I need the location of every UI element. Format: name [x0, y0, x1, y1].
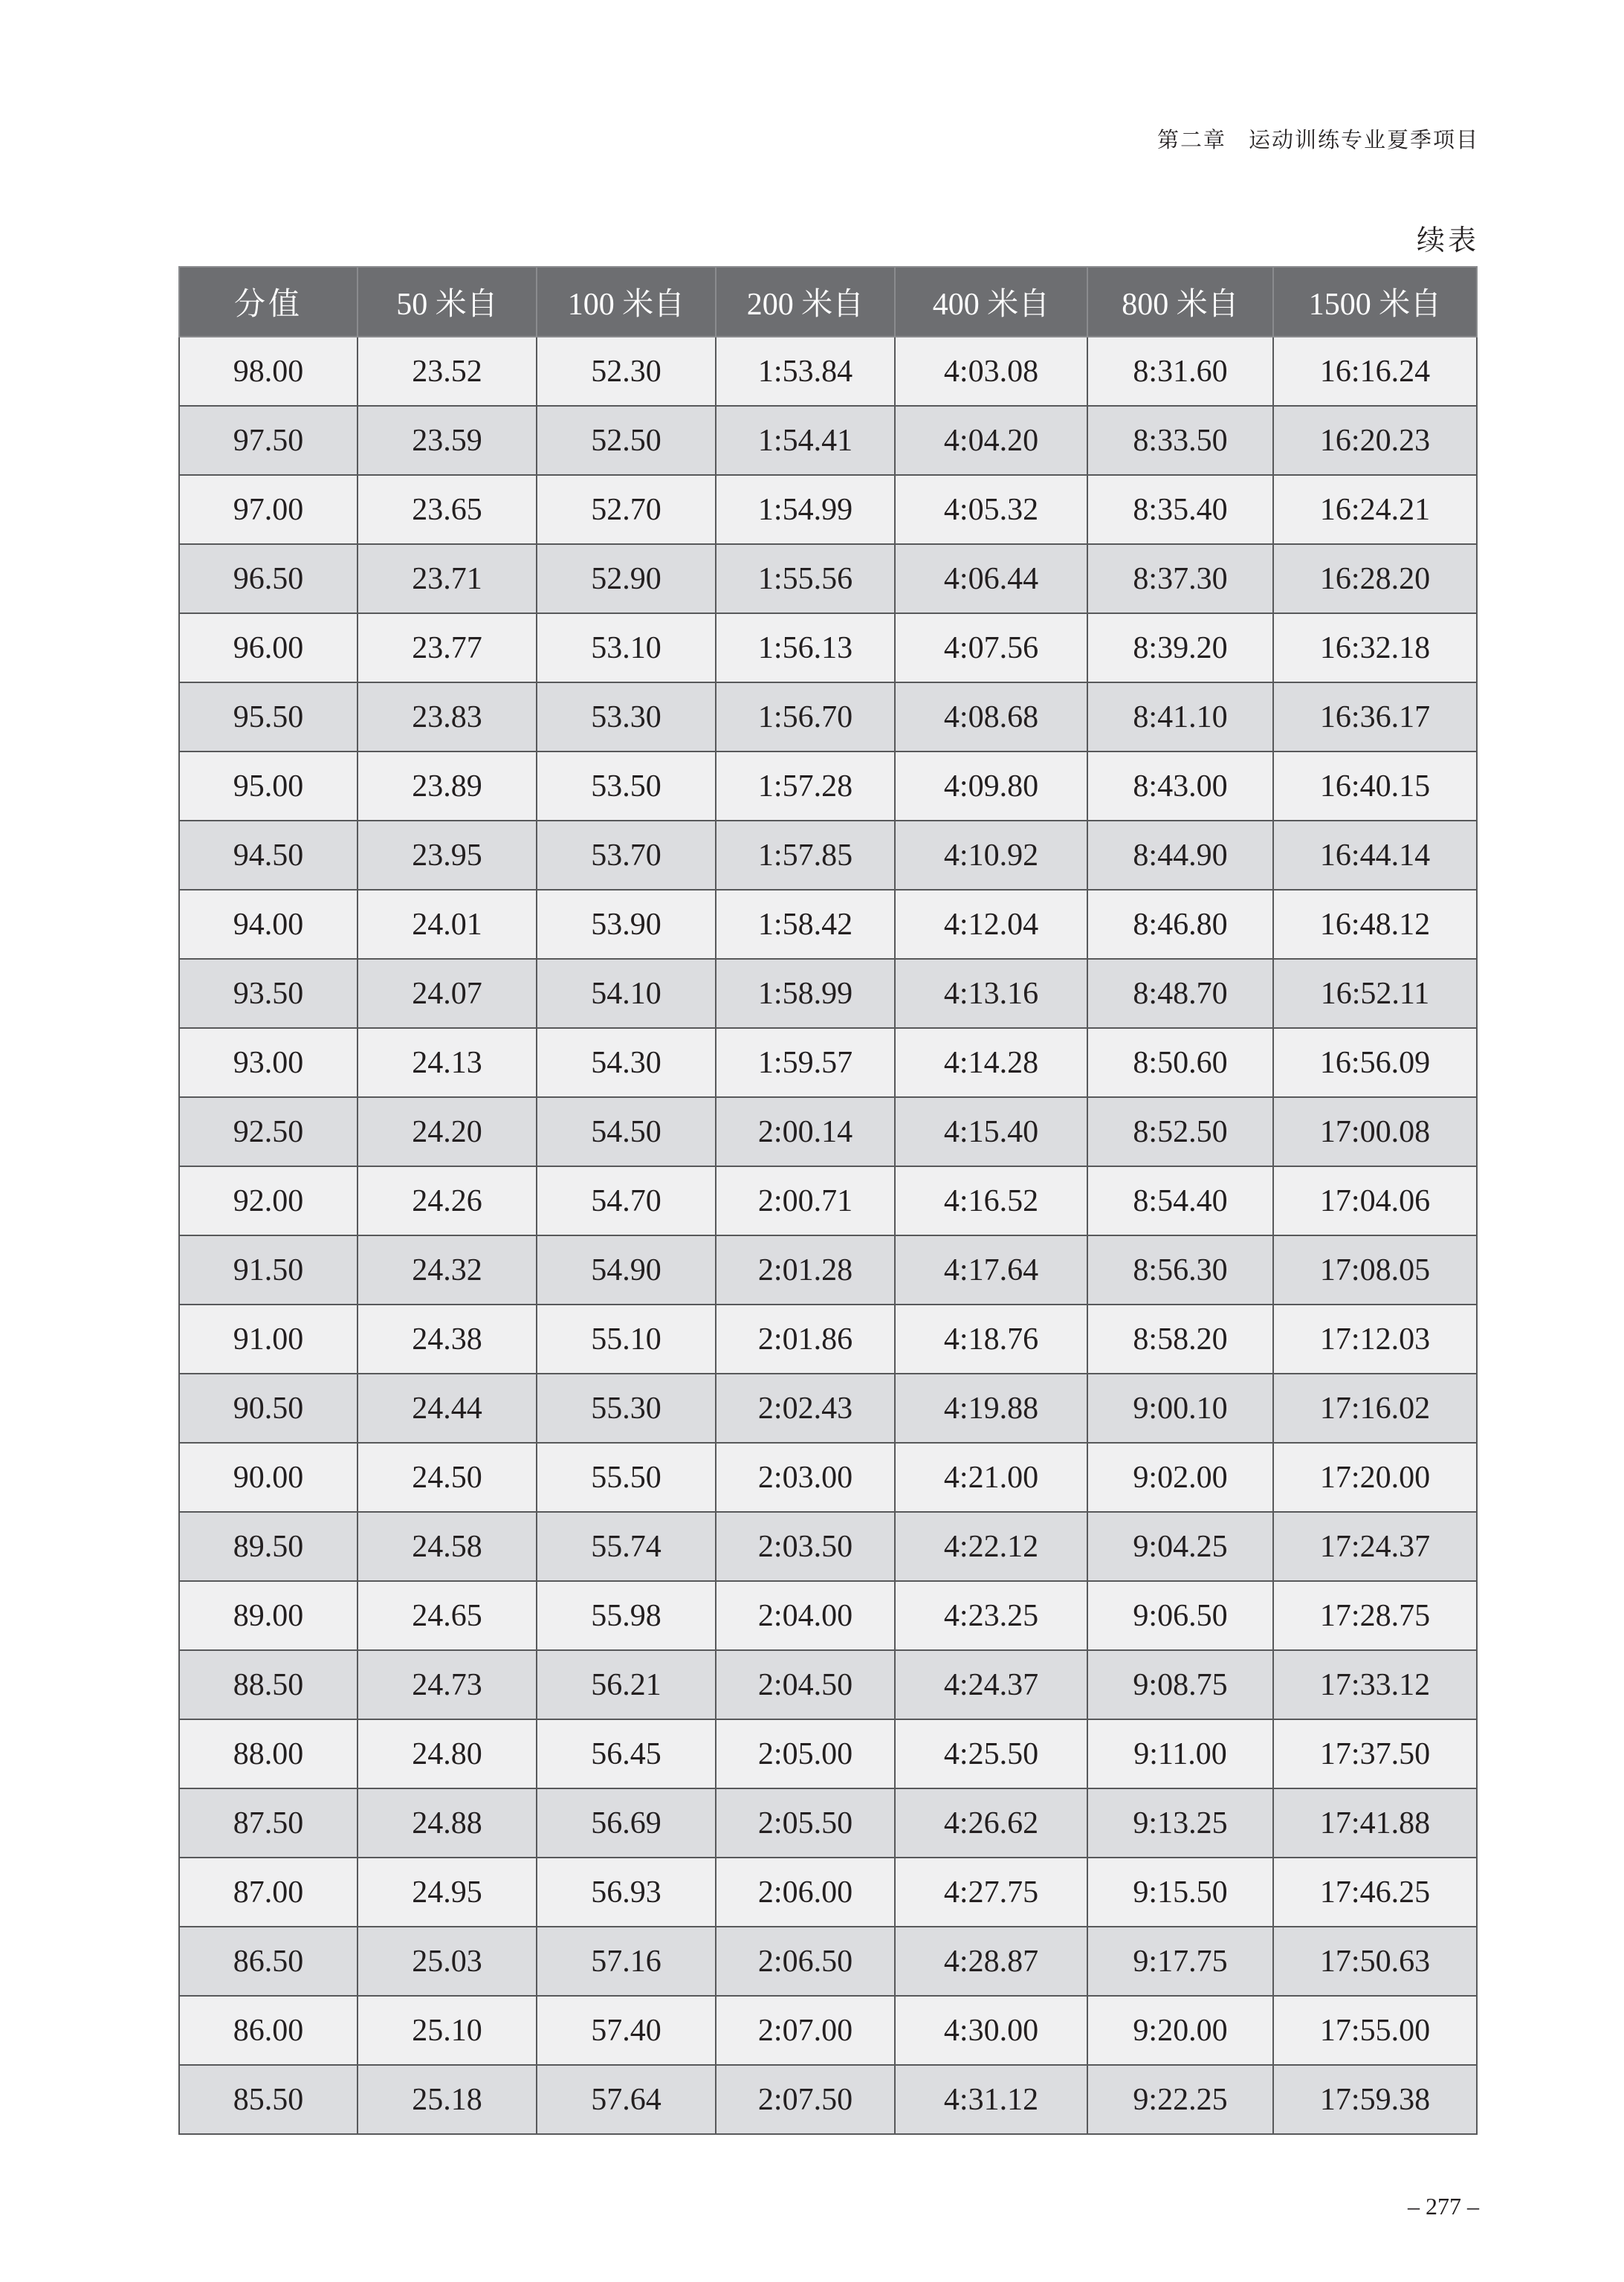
- chapter-title: 运动训练专业夏季项目: [1248, 129, 1479, 152]
- time-50m-cell: 23.77: [358, 613, 537, 682]
- time-200m-cell: 1:58.99: [716, 959, 895, 1028]
- time-1500m-cell: 17:16.02: [1273, 1374, 1477, 1443]
- time-800m-cell: 8:43.00: [1087, 751, 1273, 821]
- time-100m-cell: 52.90: [537, 544, 716, 613]
- time-100m-cell: 52.50: [537, 406, 716, 475]
- time-400m-cell: 4:17.64: [895, 1235, 1087, 1305]
- time-400m-cell: 4:15.40: [895, 1097, 1087, 1166]
- column-header-200m-freestyle: 200 米自: [716, 267, 895, 337]
- time-100m-cell: 54.10: [537, 959, 716, 1028]
- time-50m-cell: 24.26: [358, 1166, 537, 1235]
- time-200m-cell: 1:54.41: [716, 406, 895, 475]
- time-1500m-cell: 16:56.09: [1273, 1028, 1477, 1097]
- time-50m-cell: 25.10: [358, 1996, 537, 2065]
- time-800m-cell: 9:04.25: [1087, 1512, 1273, 1581]
- time-400m-cell: 4:10.92: [895, 821, 1087, 890]
- time-1500m-cell: 17:00.08: [1273, 1097, 1477, 1166]
- time-1500m-cell: 17:28.75: [1273, 1581, 1477, 1650]
- table-row: [179, 1927, 1477, 1996]
- time-200m-cell: 2:04.00: [716, 1581, 895, 1650]
- score-cell: 94.50: [179, 821, 358, 890]
- time-50m-cell: 24.80: [358, 1719, 537, 1788]
- table-row: [179, 1581, 1477, 1650]
- time-800m-cell: 8:54.40: [1087, 1166, 1273, 1235]
- time-1500m-cell: 16:48.12: [1273, 890, 1477, 959]
- table-row: [179, 2065, 1477, 2134]
- time-1500m-cell: 17:50.63: [1273, 1927, 1477, 1996]
- time-400m-cell: 4:23.25: [895, 1581, 1087, 1650]
- table-row: [179, 821, 1477, 890]
- score-cell: 90.50: [179, 1374, 358, 1443]
- time-1500m-cell: 17:46.25: [1273, 1858, 1477, 1927]
- time-400m-cell: 4:30.00: [895, 1996, 1087, 2065]
- time-1500m-cell: 16:24.21: [1273, 475, 1477, 544]
- table-row: [179, 1996, 1477, 2065]
- time-1500m-cell: 16:52.11: [1273, 959, 1477, 1028]
- score-cell: 86.50: [179, 1927, 358, 1996]
- time-800m-cell: 9:13.25: [1087, 1788, 1273, 1858]
- time-50m-cell: 25.03: [358, 1927, 537, 1996]
- table-row: [179, 1235, 1477, 1305]
- time-100m-cell: 53.90: [537, 890, 716, 959]
- time-50m-cell: 23.52: [358, 337, 537, 406]
- time-1500m-cell: 17:41.88: [1273, 1788, 1477, 1858]
- time-800m-cell: 9:17.75: [1087, 1927, 1273, 1996]
- time-100m-cell: 54.90: [537, 1235, 716, 1305]
- score-cell: 88.00: [179, 1719, 358, 1788]
- time-1500m-cell: 17:08.05: [1273, 1235, 1477, 1305]
- time-100m-cell: 55.10: [537, 1305, 716, 1374]
- continued-table-label: 续表: [1416, 225, 1479, 256]
- time-100m-cell: 56.21: [537, 1650, 716, 1719]
- time-400m-cell: 4:03.08: [895, 337, 1087, 406]
- time-400m-cell: 4:13.16: [895, 959, 1087, 1028]
- time-200m-cell: 2:07.00: [716, 1996, 895, 2065]
- time-200m-cell: 2:05.00: [716, 1719, 895, 1788]
- time-50m-cell: 23.65: [358, 475, 537, 544]
- time-400m-cell: 4:14.28: [895, 1028, 1087, 1097]
- time-200m-cell: 1:56.70: [716, 682, 895, 751]
- time-800m-cell: 8:58.20: [1087, 1305, 1273, 1374]
- time-200m-cell: 2:06.50: [716, 1927, 895, 1996]
- column-header-1500m-freestyle: 1500 米自: [1273, 267, 1477, 337]
- table-row: [179, 1512, 1477, 1581]
- time-800m-cell: 9:11.00: [1087, 1719, 1273, 1788]
- time-800m-cell: 8:37.30: [1087, 544, 1273, 613]
- time-800m-cell: 9:08.75: [1087, 1650, 1273, 1719]
- time-100m-cell: 56.93: [537, 1858, 716, 1927]
- time-1500m-cell: 16:20.23: [1273, 406, 1477, 475]
- time-400m-cell: 4:19.88: [895, 1374, 1087, 1443]
- swimming-score-table: [178, 266, 1478, 2135]
- score-cell: 90.00: [179, 1443, 358, 1512]
- time-400m-cell: 4:27.75: [895, 1858, 1087, 1927]
- time-1500m-cell: 16:36.17: [1273, 682, 1477, 751]
- time-400m-cell: 4:07.56: [895, 613, 1087, 682]
- table-row: [179, 1097, 1477, 1166]
- table-header-row: [179, 267, 1477, 337]
- time-200m-cell: 2:01.86: [716, 1305, 895, 1374]
- score-cell: 91.50: [179, 1235, 358, 1305]
- score-cell: 92.50: [179, 1097, 358, 1166]
- time-200m-cell: 2:04.50: [716, 1650, 895, 1719]
- time-800m-cell: 8:48.70: [1087, 959, 1273, 1028]
- time-100m-cell: 53.30: [537, 682, 716, 751]
- time-50m-cell: 24.32: [358, 1235, 537, 1305]
- time-200m-cell: 2:01.28: [716, 1235, 895, 1305]
- time-50m-cell: 24.65: [358, 1581, 537, 1650]
- time-200m-cell: 2:07.50: [716, 2065, 895, 2134]
- time-50m-cell: 25.18: [358, 2065, 537, 2134]
- time-400m-cell: 4:25.50: [895, 1719, 1087, 1788]
- time-400m-cell: 4:22.12: [895, 1512, 1087, 1581]
- time-400m-cell: 4:09.80: [895, 751, 1087, 821]
- score-cell: 89.00: [179, 1581, 358, 1650]
- score-cell: 86.00: [179, 1996, 358, 2065]
- score-cell: 97.50: [179, 406, 358, 475]
- time-200m-cell: 2:00.14: [716, 1097, 895, 1166]
- time-1500m-cell: 17:37.50: [1273, 1719, 1477, 1788]
- table-row: [179, 1305, 1477, 1374]
- score-cell: 95.00: [179, 751, 358, 821]
- time-50m-cell: 24.88: [358, 1788, 537, 1858]
- score-cell: 98.00: [179, 337, 358, 406]
- table-row: [179, 1719, 1477, 1788]
- time-100m-cell: 57.64: [537, 2065, 716, 2134]
- time-200m-cell: 1:59.57: [716, 1028, 895, 1097]
- column-header-400m-freestyle: 400 米自: [895, 267, 1087, 337]
- time-200m-cell: 2:00.71: [716, 1166, 895, 1235]
- time-200m-cell: 1:54.99: [716, 475, 895, 544]
- time-800m-cell: 8:46.80: [1087, 890, 1273, 959]
- time-800m-cell: 8:44.90: [1087, 821, 1273, 890]
- column-header-50m-freestyle: 50 米自: [358, 267, 537, 337]
- score-cell: 96.50: [179, 544, 358, 613]
- time-200m-cell: 1:55.56: [716, 544, 895, 613]
- time-100m-cell: 52.70: [537, 475, 716, 544]
- table-row: [179, 337, 1477, 406]
- time-800m-cell: 9:00.10: [1087, 1374, 1273, 1443]
- table-row: [179, 1166, 1477, 1235]
- time-800m-cell: 9:06.50: [1087, 1581, 1273, 1650]
- time-50m-cell: 24.50: [358, 1443, 537, 1512]
- time-200m-cell: 2:06.00: [716, 1858, 895, 1927]
- time-50m-cell: 24.73: [358, 1650, 537, 1719]
- time-400m-cell: 4:04.20: [895, 406, 1087, 475]
- time-200m-cell: 1:57.85: [716, 821, 895, 890]
- table-row: [179, 1650, 1477, 1719]
- score-cell: 97.00: [179, 475, 358, 544]
- time-50m-cell: 24.38: [358, 1305, 537, 1374]
- time-50m-cell: 24.44: [358, 1374, 537, 1443]
- time-400m-cell: 4:08.68: [895, 682, 1087, 751]
- score-cell: 93.00: [179, 1028, 358, 1097]
- column-header-100m-freestyle: 100 米自: [537, 267, 716, 337]
- time-50m-cell: 23.59: [358, 406, 537, 475]
- time-200m-cell: 1:57.28: [716, 751, 895, 821]
- time-100m-cell: 57.16: [537, 1927, 716, 1996]
- time-400m-cell: 4:26.62: [895, 1788, 1087, 1858]
- time-800m-cell: 8:33.50: [1087, 406, 1273, 475]
- score-cell: 94.00: [179, 890, 358, 959]
- time-1500m-cell: 16:44.14: [1273, 821, 1477, 890]
- time-800m-cell: 8:31.60: [1087, 337, 1273, 406]
- time-200m-cell: 2:05.50: [716, 1788, 895, 1858]
- running-header: [1157, 123, 1479, 154]
- time-100m-cell: 55.30: [537, 1374, 716, 1443]
- time-100m-cell: 55.98: [537, 1581, 716, 1650]
- time-200m-cell: 1:56.13: [716, 613, 895, 682]
- table-row: [179, 751, 1477, 821]
- time-50m-cell: 24.20: [358, 1097, 537, 1166]
- time-400m-cell: 4:05.32: [895, 475, 1087, 544]
- table-row: [179, 1028, 1477, 1097]
- time-400m-cell: 4:28.87: [895, 1927, 1087, 1996]
- time-400m-cell: 4:31.12: [895, 2065, 1087, 2134]
- score-cell: 93.50: [179, 959, 358, 1028]
- table-row: [179, 1858, 1477, 1927]
- score-cell: 85.50: [179, 2065, 358, 2134]
- score-cell: 88.50: [179, 1650, 358, 1719]
- time-800m-cell: 8:52.50: [1087, 1097, 1273, 1166]
- time-100m-cell: 53.70: [537, 821, 716, 890]
- time-50m-cell: 24.13: [358, 1028, 537, 1097]
- time-100m-cell: 53.10: [537, 613, 716, 682]
- page-number: – 277 –: [1408, 2193, 1479, 2220]
- table-row: [179, 1788, 1477, 1858]
- time-800m-cell: 9:02.00: [1087, 1443, 1273, 1512]
- time-1500m-cell: 16:40.15: [1273, 751, 1477, 821]
- time-200m-cell: 2:02.43: [716, 1374, 895, 1443]
- time-200m-cell: 1:58.42: [716, 890, 895, 959]
- time-800m-cell: 9:15.50: [1087, 1858, 1273, 1927]
- time-1500m-cell: 17:04.06: [1273, 1166, 1477, 1235]
- time-1500m-cell: 17:24.37: [1273, 1512, 1477, 1581]
- table-row: [179, 959, 1477, 1028]
- time-50m-cell: 24.58: [358, 1512, 537, 1581]
- time-200m-cell: 2:03.00: [716, 1443, 895, 1512]
- time-400m-cell: 4:21.00: [895, 1443, 1087, 1512]
- table-row: [179, 406, 1477, 475]
- time-1500m-cell: 16:28.20: [1273, 544, 1477, 613]
- time-1500m-cell: 16:32.18: [1273, 613, 1477, 682]
- time-800m-cell: 8:35.40: [1087, 475, 1273, 544]
- score-cell: 87.50: [179, 1788, 358, 1858]
- time-50m-cell: 23.71: [358, 544, 537, 613]
- time-100m-cell: 56.45: [537, 1719, 716, 1788]
- time-1500m-cell: 17:55.00: [1273, 1996, 1477, 2065]
- time-50m-cell: 24.95: [358, 1858, 537, 1927]
- table-row: [179, 613, 1477, 682]
- chapter-number: 第二章: [1156, 129, 1226, 152]
- score-cell: 95.50: [179, 682, 358, 751]
- time-400m-cell: 4:24.37: [895, 1650, 1087, 1719]
- time-50m-cell: 23.89: [358, 751, 537, 821]
- time-400m-cell: 4:06.44: [895, 544, 1087, 613]
- column-header-800m-freestyle: 800 米自: [1087, 267, 1273, 337]
- time-100m-cell: 54.30: [537, 1028, 716, 1097]
- table-row: [179, 1443, 1477, 1512]
- table-body: [179, 337, 1477, 2134]
- time-800m-cell: 9:20.00: [1087, 1996, 1273, 2065]
- time-50m-cell: 24.07: [358, 959, 537, 1028]
- time-100m-cell: 52.30: [537, 337, 716, 406]
- score-cell: 89.50: [179, 1512, 358, 1581]
- time-100m-cell: 57.40: [537, 1996, 716, 2065]
- time-50m-cell: 23.83: [358, 682, 537, 751]
- time-100m-cell: 55.50: [537, 1443, 716, 1512]
- time-50m-cell: 23.95: [358, 821, 537, 890]
- table-row: [179, 544, 1477, 613]
- time-400m-cell: 4:16.52: [895, 1166, 1087, 1235]
- score-cell: 96.00: [179, 613, 358, 682]
- score-cell: 92.00: [179, 1166, 358, 1235]
- time-100m-cell: 53.50: [537, 751, 716, 821]
- time-1500m-cell: 16:16.24: [1273, 337, 1477, 406]
- time-100m-cell: 55.74: [537, 1512, 716, 1581]
- time-1500m-cell: 17:33.12: [1273, 1650, 1477, 1719]
- time-1500m-cell: 17:20.00: [1273, 1443, 1477, 1512]
- time-800m-cell: 8:56.30: [1087, 1235, 1273, 1305]
- score-cell: 87.00: [179, 1858, 358, 1927]
- time-800m-cell: 8:41.10: [1087, 682, 1273, 751]
- time-100m-cell: 56.69: [537, 1788, 716, 1858]
- table-row: [179, 890, 1477, 959]
- column-header-score: 分值: [179, 267, 358, 337]
- table-row: [179, 682, 1477, 751]
- time-1500m-cell: 17:59.38: [1273, 2065, 1477, 2134]
- time-100m-cell: 54.70: [537, 1166, 716, 1235]
- time-400m-cell: 4:12.04: [895, 890, 1087, 959]
- time-800m-cell: 8:50.60: [1087, 1028, 1273, 1097]
- table-row: [179, 1374, 1477, 1443]
- time-200m-cell: 2:03.50: [716, 1512, 895, 1581]
- score-table-container: [178, 266, 1476, 2135]
- table-row: [179, 475, 1477, 544]
- time-1500m-cell: 17:12.03: [1273, 1305, 1477, 1374]
- time-200m-cell: 1:53.84: [716, 337, 895, 406]
- time-100m-cell: 54.50: [537, 1097, 716, 1166]
- time-800m-cell: 8:39.20: [1087, 613, 1273, 682]
- time-800m-cell: 9:22.25: [1087, 2065, 1273, 2134]
- time-400m-cell: 4:18.76: [895, 1305, 1087, 1374]
- time-50m-cell: 24.01: [358, 890, 537, 959]
- score-cell: 91.00: [179, 1305, 358, 1374]
